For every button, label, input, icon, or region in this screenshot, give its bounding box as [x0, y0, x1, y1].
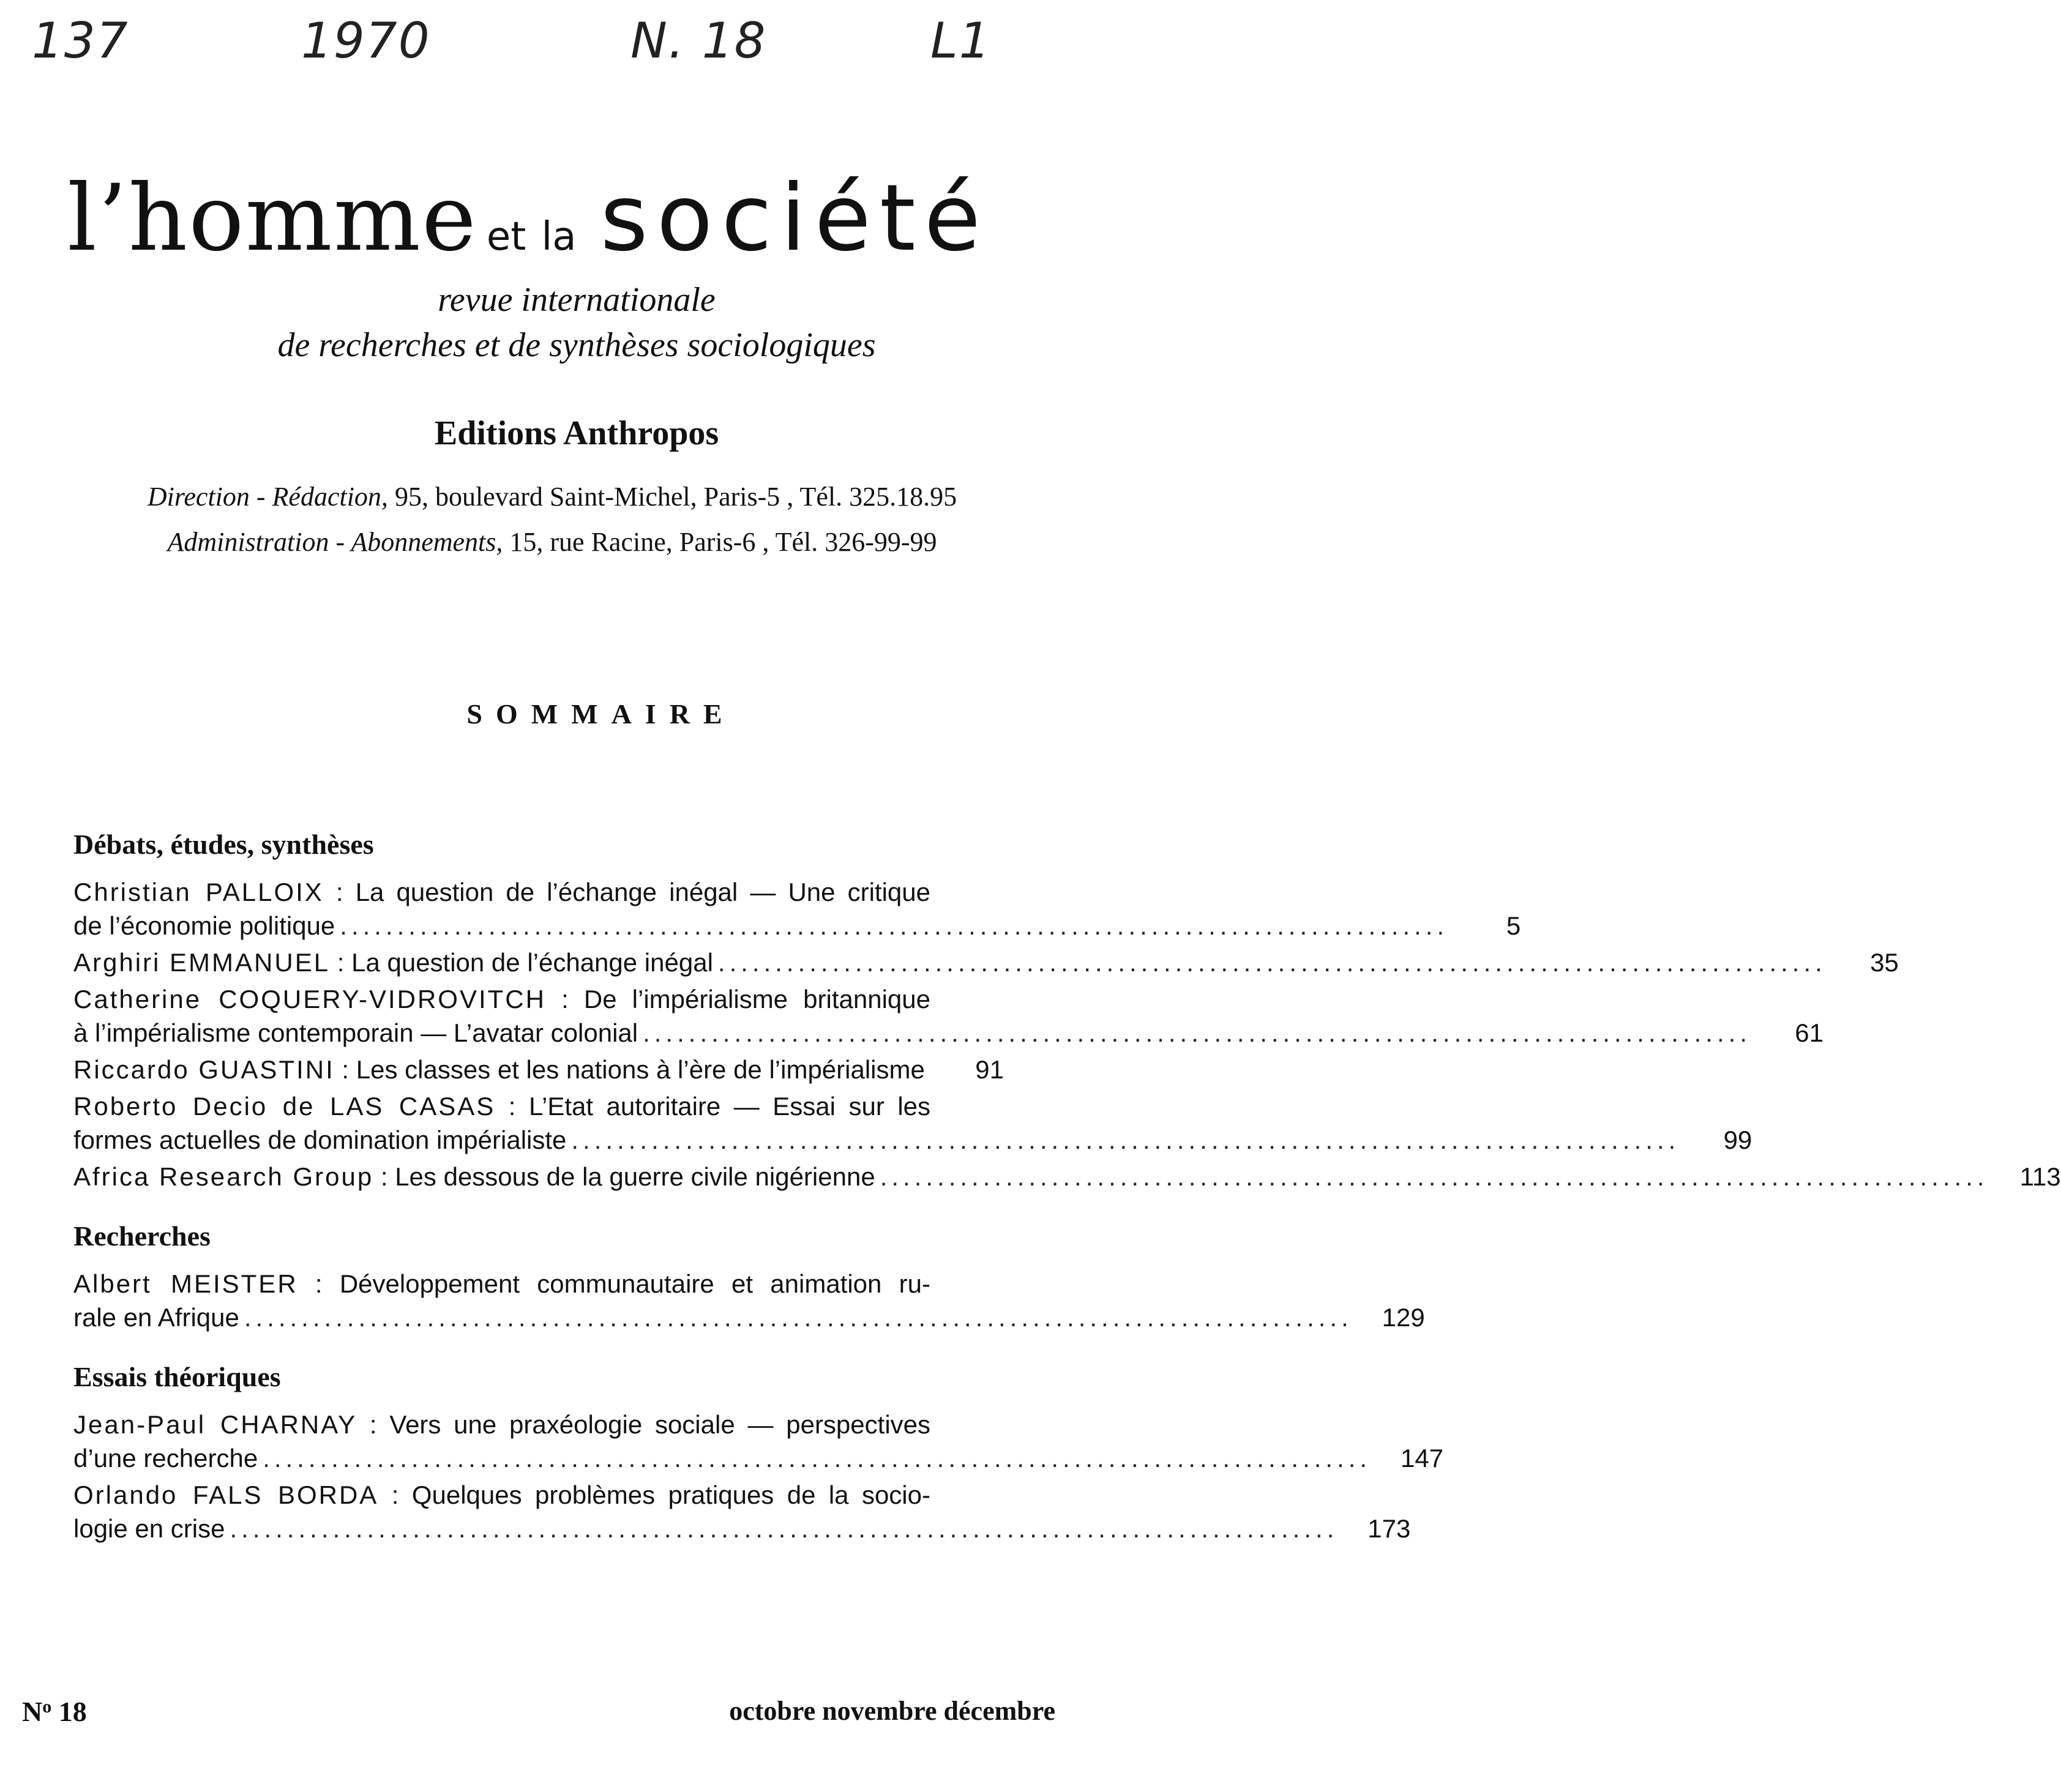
- entry-title-continued: à l’impérialisme contemporain — L’avatar colonial: [73, 1018, 638, 1047]
- entry-author: Roberto Decio de LAS CASAS: [73, 1092, 496, 1121]
- address-administration-text: 15, rue Racine, Paris-6 , Tél. 326-99-99: [509, 527, 937, 557]
- toc-entry[interactable]: Roberto Decio de LAS CASAS : L’Etat autoritaire — Essai sur les formes actuelles de domination impérialiste ................................................................................................. 99: [73, 1089, 1004, 1157]
- handwritten-number: 137: [32, 12, 129, 69]
- handwritten-mark: L1: [930, 12, 992, 69]
- issue-period: octobre novembre décembre: [729, 1696, 1055, 1726]
- address-direction: [0, 481, 1117, 512]
- toc-section: [73, 826, 2061, 1193]
- toc-entry[interactable]: Africa Research Group : Les dessous de la guerre civile nigérienne ................................................................................................. 113: [73, 1160, 1004, 1193]
- journal-masthead: [67, 165, 1047, 272]
- section-title: Recherches: [73, 1220, 211, 1252]
- entry-title: : De l’impérialisme britannique: [545, 985, 930, 1014]
- entry-title: : Les dessous de la guerre civile nigérienne: [373, 1162, 875, 1191]
- entry-title: : La question de l’échange inégal — Une critique: [323, 878, 930, 906]
- entry-page-number: 147: [1401, 1444, 1444, 1473]
- address-direction-label: Direction - Rédaction,: [147, 482, 388, 512]
- table-of-contents: [73, 826, 2061, 1548]
- entry-title: : Quelques problèmes pratiques de la socio-: [378, 1480, 930, 1509]
- toc-entry[interactable]: Jean-Paul CHARNAY : Vers une praxéologie sociale — perspectives d’une recherche ................................................................................................. 147: [73, 1408, 1004, 1475]
- publisher-name: Editions Anthropos: [434, 414, 719, 452]
- entry-author: Albert MEISTER: [73, 1269, 298, 1298]
- address-administration: [0, 526, 1123, 558]
- toc-entry[interactable]: [73, 1053, 1004, 1086]
- entry-title-continued: rale en Afrique: [73, 1303, 239, 1332]
- toc-entry[interactable]: Catherine COQUERY-VIDROVITCH : De l’impérialisme britannique à l’impérialisme contemporain — L’avatar colonial ................................................................................................. 61: [73, 982, 1004, 1050]
- entry-title-continued: d’une recherche: [73, 1444, 258, 1473]
- toc-entry[interactable]: Arghiri EMMANUEL : La question de l’échange inégal ................................................................................................. 35: [73, 946, 1004, 979]
- issue-number: $N^o$ 18: [22, 1696, 87, 1727]
- address-administration-label: Administration - Abonnements,: [167, 527, 503, 557]
- section-title: Débats, études, synthèses: [73, 829, 374, 860]
- entry-page-number: 173: [1367, 1514, 1411, 1543]
- entry-title: : L’Etat autoritaire — Essai sur les: [495, 1092, 931, 1121]
- entry-title: : La question de l’échange inégal: [330, 948, 713, 977]
- subtitle-line-2: de recherches et de synthèses sociologiques: [277, 326, 876, 364]
- entry-author: Africa Research Group: [73, 1162, 374, 1191]
- entry-author: Arghiri EMMANUEL: [73, 948, 331, 977]
- entry-title: : Développement communautaire et animation ru-: [297, 1269, 930, 1298]
- entry-page-number: 99: [1723, 1126, 1752, 1154]
- section-title: Essais théoriques: [73, 1361, 281, 1392]
- entry-author: Catherine COQUERY-VIDROVITCH: [73, 985, 546, 1014]
- entry-title: : Les classes et les nations à l’ère de l’impérialisme: [334, 1055, 925, 1084]
- toc-section: [73, 1218, 1425, 1334]
- masthead-word-homme: l’homme: [67, 165, 477, 272]
- entry-page-number: 35: [1870, 948, 1899, 977]
- entry-page-number: 129: [1382, 1303, 1425, 1332]
- entry-title-continued: de l’économie politique: [73, 911, 335, 940]
- toc-entry[interactable]: Orlando FALS BORDA : Quelques problèmes pratiques de la socio- logie en crise ................................................................................................. 173: [73, 1478, 1004, 1545]
- entry-author: Jean-Paul CHARNAY: [73, 1410, 357, 1439]
- masthead-word-la: la: [541, 214, 577, 259]
- entry-author: Christian PALLOIX: [73, 878, 324, 906]
- subtitle-line-1: revue internationale: [438, 281, 716, 319]
- address-direction-text: 95, boulevard Saint-Michel, Paris-5 , Tél. 325.18.95: [394, 482, 957, 512]
- entry-page-number: 61: [1795, 1018, 1823, 1047]
- masthead-word-et: et: [486, 214, 526, 259]
- handwritten-year: 1970: [301, 12, 431, 69]
- sommaire-heading: SOMMAIRE: [466, 698, 736, 730]
- entry-title-continued: formes actuelles de domination impérialiste: [73, 1126, 567, 1154]
- entry-title-continued: logie en crise: [73, 1514, 225, 1543]
- handwritten-issue: N. 18: [630, 12, 767, 69]
- entry-page-number: 5: [1506, 911, 1521, 940]
- entry-author: Orlando FALS BORDA: [73, 1480, 379, 1509]
- entry-page-number: 91: [975, 1055, 1004, 1084]
- masthead-word-societe: société: [600, 165, 990, 272]
- entry-author: Riccardo GUASTINI: [73, 1055, 335, 1084]
- toc-entry[interactable]: Albert MEISTER : Développement communautaire et animation ru- rale en Afrique ................................................................................................. 129: [73, 1267, 1004, 1334]
- entry-page-number: 113: [2019, 1162, 2061, 1191]
- toc-section: [73, 1359, 1444, 1545]
- entry-title: : Vers une praxéologie sociale — perspectives: [357, 1410, 931, 1439]
- toc-entry[interactable]: Christian PALLOIX : La question de l’échange inégal — Une critique de l’économie politique ................................................................................................. 5: [73, 875, 1004, 943]
